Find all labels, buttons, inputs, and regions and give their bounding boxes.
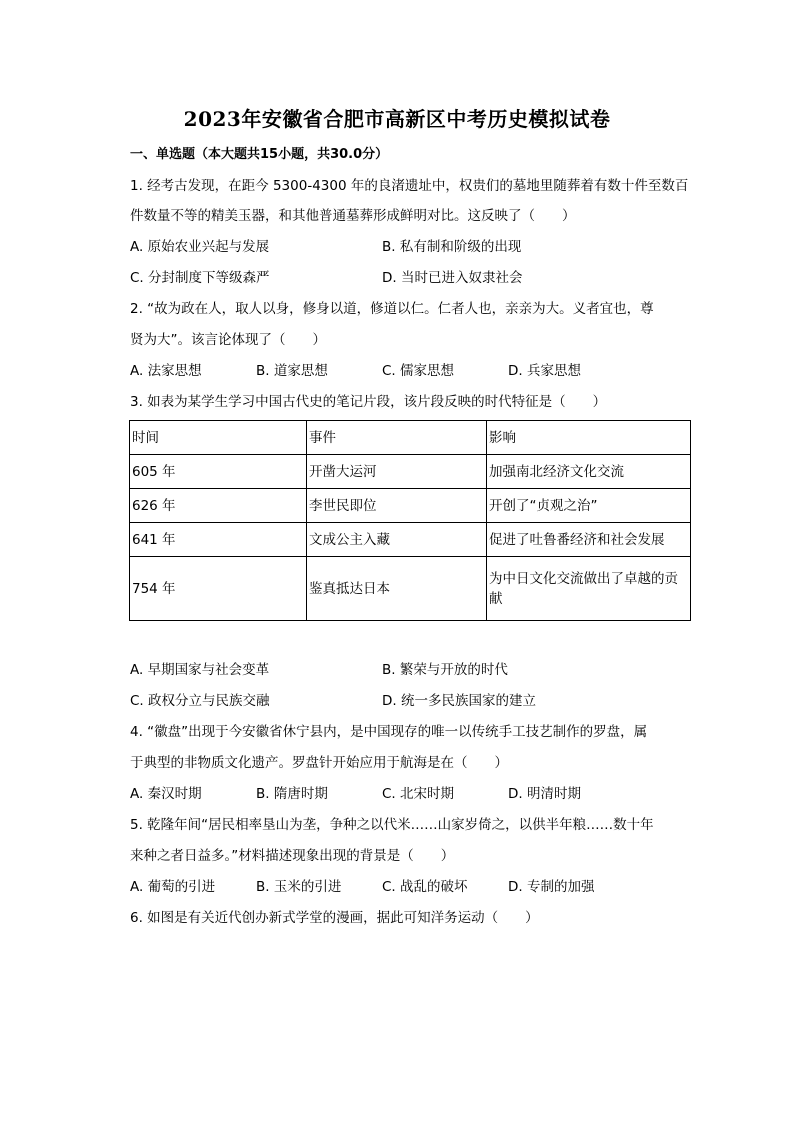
table-header-cell: 事件 [307,421,487,455]
question-2-option-a[interactable]: A. 法家思想 [130,363,202,379]
table-cell: 促进了吐鲁番经济和社会发展 [487,523,691,557]
question-5-line-2: 来种之者日益多。”材料描述现象出现的背景是（ ） [130,848,455,864]
table-cell: 754 年 [130,557,307,621]
question-1-options-row-2 [130,268,690,288]
question-4-line-2: 于典型的非物质文化遗产。罗盘针开始应用于航海是在（ ） [130,755,508,771]
table-cell: 626 年 [130,489,307,523]
table-cell: 641 年 [130,523,307,557]
question-4-option-d[interactable]: D. 明清时期 [508,786,581,802]
table-cell: 开创了“贞观之治” [487,489,691,523]
table-row [130,455,691,489]
question-4-options-row [130,784,690,804]
table-cell: 李世民即位 [307,489,487,523]
question-4-line-1: 4. “徽盘”出现于今安徽省休宁县内，是中国现存的唯一以传统手工技艺制作的罗盘，属 [130,724,648,740]
table-header-cell: 时间 [130,421,307,455]
question-1-option-a[interactable]: A. 原始农业兴起与发展 [130,239,270,255]
question-5-line-1: 5. 乾隆年间“居民相率垦山为垄，争种之以代米……山家岁倚之，以供半年粮……数十年 [130,817,654,833]
question-4-option-c[interactable]: C. 北宋时期 [382,786,455,802]
question-2-options-row [130,361,690,381]
question-1-options-row-1 [130,237,690,257]
table-cell: 文成公主入藏 [307,523,487,557]
question-2-option-b[interactable]: B. 道家思想 [256,363,328,379]
question-3-options-row-2 [130,691,690,711]
question-1-option-b[interactable]: B. 私有制和阶级的出现 [382,239,522,255]
question-5-option-a[interactable]: A. 葡萄的引进 [130,879,216,895]
question-2-line-1: 2. “故为政在人，取人以身，修身以道，修道以仁。仁者人也，亲亲为大。义者宜也，尊 [130,301,654,317]
table-row [130,557,691,621]
question-1-option-d[interactable]: D. 当时已进入奴隶社会 [382,270,523,286]
table-cell: 加强南北经济文化交流 [487,455,691,489]
question-1-line-1: 1. 经考古发现，在距今 5300-4300 年的良渚遗址中，权贵们的墓地里随葬着有数十件至数百 [130,178,689,194]
section-heading: 一、单选题（本大题共15小题，共30.0分） [130,147,389,162]
table-header-cell: 影响 [487,421,691,455]
question-3-option-b[interactable]: B. 繁荣与开放的时代 [382,662,508,678]
question-5-option-b[interactable]: B. 玉米的引进 [256,879,342,895]
table-cell: 鉴真抵达日本 [307,557,487,621]
table-row [130,523,691,557]
question-4-option-a[interactable]: A. 秦汉时期 [130,786,202,802]
question-3-line-1: 3. 如表为某学生学习中国古代史的笔记片段，该片段反映的时代特征是（ ） [130,394,607,410]
table-cell: 605 年 [130,455,307,489]
table-cell: 开凿大运河 [307,455,487,489]
question-1-line-2: 件数量不等的精美玉器，和其他普通墓葬形成鲜明对比。这反映了（ ） [130,208,576,224]
question-6-line-1: 6. 如图是有关近代创办新式学堂的漫画，据此可知洋务运动（ ） [130,910,539,926]
question-2-option-d[interactable]: D. 兵家思想 [508,363,581,379]
table-header-row [130,421,691,455]
question-3-options-row-1 [130,660,690,680]
question-5-option-c[interactable]: C. 战乱的破坏 [382,879,468,895]
question-1-option-c[interactable]: C. 分封制度下等级森严 [130,270,270,286]
question-3-option-a[interactable]: A. 早期国家与社会变革 [130,662,270,678]
question-2-option-c[interactable]: C. 儒家思想 [382,363,455,379]
question-3-option-d[interactable]: D. 统一多民族国家的建立 [382,693,536,709]
question-3-option-c[interactable]: C. 政权分立与民族交融 [130,693,270,709]
question-4-option-b[interactable]: B. 隋唐时期 [256,786,328,802]
table-cell: 为中日文化交流做出了卓越的贡献 [487,557,691,621]
question-2-line-2: 贤为大”。该言论体现了（ ） [130,332,326,348]
question-5-option-d[interactable]: D. 专制的加强 [508,879,595,895]
exam-title: 2023年安徽省合肥市高新区中考历史模拟试卷 [183,107,611,131]
table-row [130,489,691,523]
history-notes-table [129,420,691,621]
question-5-options-row [130,877,690,897]
